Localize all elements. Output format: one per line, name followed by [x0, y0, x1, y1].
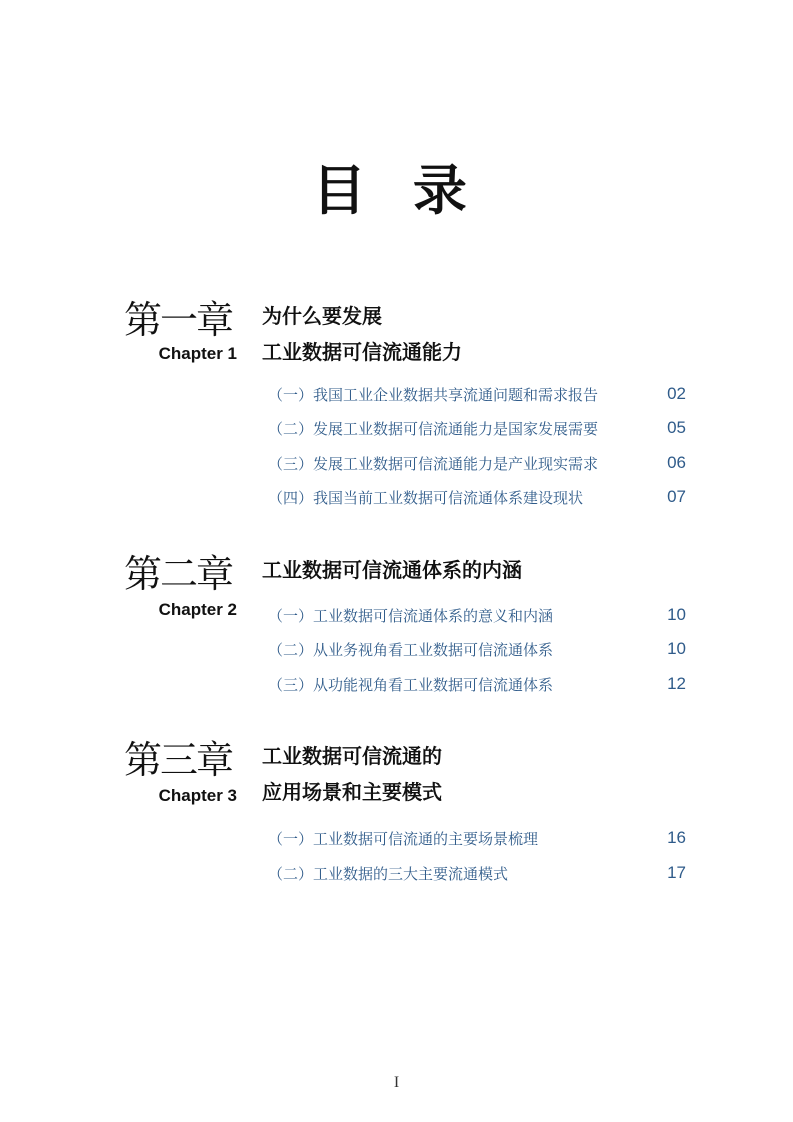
toc-entry-text: （二）从业务视角看工业数据可信流通体系: [268, 641, 554, 659]
toc-entry[interactable]: [268, 605, 686, 629]
toc-entry-text: （一）工业数据可信流通体系的意义和内涵: [268, 607, 554, 625]
toc-entry[interactable]: [268, 487, 686, 511]
toc-entry[interactable]: [268, 674, 686, 698]
toc-entry-text: （三）发展工业数据可信流通能力是产业现实需求: [268, 455, 599, 473]
toc-entry-text: （二）发展工业数据可信流通能力是国家发展需要: [268, 420, 599, 438]
toc-entry-page: 06: [667, 453, 686, 472]
toc-entry[interactable]: [268, 418, 686, 442]
chapter-title-line-2: 应用场景和主要模式: [262, 780, 442, 804]
chapter-title-line-1: 工业数据可信流通体系的内涵: [262, 558, 522, 582]
toc-entry-page: 05: [667, 418, 686, 437]
toc-entry[interactable]: [268, 828, 686, 852]
chapter-number: 第一章: [124, 298, 233, 342]
chapter-english-label: Chapter 1: [158, 344, 237, 363]
toc-entry-text: （四）我国当前工业数据可信流通体系建设现状: [268, 489, 584, 507]
chapter-number: 第二章: [124, 552, 233, 596]
toc-entry-page: 07: [667, 487, 686, 506]
chapter-english-label: Chapter 2: [158, 600, 237, 619]
chapter-english-label: Chapter 3: [158, 786, 237, 805]
toc-entry-page: 10: [667, 639, 686, 658]
toc-entry-text: （二）工业数据的三大主要流通模式: [268, 865, 509, 883]
chapter-title-line-1: 工业数据可信流通的: [262, 744, 442, 768]
toc-entry[interactable]: [268, 453, 686, 477]
page-number: I: [393, 1074, 400, 1091]
toc-entry-page: 10: [667, 605, 686, 624]
toc-entry-page: 02: [667, 384, 686, 403]
toc-title: 目 录: [312, 159, 481, 222]
toc-entry-text: （一）我国工业企业数据共享流通问题和需求报告: [268, 386, 599, 404]
toc-entry-text: （三）从功能视角看工业数据可信流通体系: [268, 676, 554, 694]
toc-entry-page: 17: [667, 863, 686, 882]
chapter-title-line-2: 工业数据可信流通能力: [262, 340, 462, 364]
toc-entry-page: 12: [667, 674, 686, 693]
toc-entry[interactable]: [268, 863, 686, 887]
toc-entry-page: 16: [667, 828, 686, 847]
toc-entry[interactable]: [268, 639, 686, 663]
toc-entry[interactable]: [268, 384, 686, 408]
chapter-number: 第三章: [124, 738, 233, 782]
chapter-title-line-1: 为什么要发展: [262, 304, 382, 328]
toc-entry-text: （一）工业数据可信流通的主要场景梳理: [268, 830, 539, 848]
